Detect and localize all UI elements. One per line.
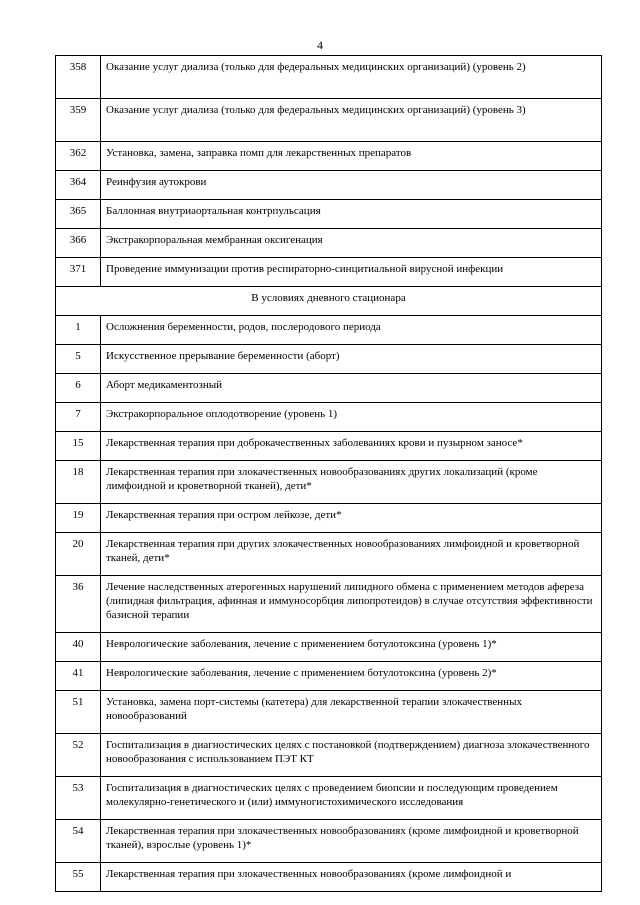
table-row — [56, 171, 602, 200]
row-number: 51 — [56, 691, 101, 734]
row-number: 366 — [56, 229, 101, 258]
row-description: Аборт медикаментозный — [101, 374, 602, 403]
row-description: Госпитализация в диагностических целях с постановкой (подтверждением) диагноза злокачественного новообразования с использованием ПЭТ КТ — [101, 734, 602, 777]
row-description: Осложнения беременности, родов, послеродового периода — [101, 316, 602, 345]
row-description: Реинфузия аутокрови — [101, 171, 602, 200]
row-number: 15 — [56, 432, 101, 461]
table-row — [56, 633, 602, 662]
table-row — [56, 691, 602, 734]
table-row — [56, 576, 602, 633]
row-description: Установка, замена порт-системы (катетера) для лекарственной терапии злокачественных новообразований — [101, 691, 602, 734]
section-heading: В условиях дневного стационара — [56, 287, 602, 316]
section-row — [56, 287, 602, 316]
table-row — [56, 432, 602, 461]
row-number: 371 — [56, 258, 101, 287]
row-description: Баллонная внутриаортальная контрпульсация — [101, 200, 602, 229]
row-number: 18 — [56, 461, 101, 504]
table-row — [56, 56, 602, 99]
row-description: Лекарственная терапия при злокачественных новообразованиях (кроме лимфоидной и — [101, 863, 602, 892]
row-number: 41 — [56, 662, 101, 691]
table-row — [56, 820, 602, 863]
row-number: 358 — [56, 56, 101, 99]
row-number: 6 — [56, 374, 101, 403]
table-row — [56, 734, 602, 777]
row-description: Экстракорпоральная мембранная оксигенация — [101, 229, 602, 258]
row-description: Лечение наследственных атерогенных нарушений липидного обмена с применением методов афереза (липидная фильтрация, афинная и иммуносорбция липопротеидов) в случае отсутствия эффективности базисной терапии — [101, 576, 602, 633]
row-number: 7 — [56, 403, 101, 432]
row-description: Лекарственная терапия при остром лейкозе, дети* — [101, 504, 602, 533]
row-description: Проведение иммунизации против респираторно-синцитиальной вирусной инфекции — [101, 258, 602, 287]
table-row — [56, 258, 602, 287]
table-row — [56, 662, 602, 691]
row-number: 55 — [56, 863, 101, 892]
row-number: 36 — [56, 576, 101, 633]
page-number: 4 — [317, 38, 323, 52]
table-row — [56, 504, 602, 533]
row-description: Лекарственная терапия при других злокачественных новообразованиях лимфоидной и кроветворной тканей, дети* — [101, 533, 602, 576]
row-number: 359 — [56, 99, 101, 142]
table-row — [56, 229, 602, 258]
row-number: 362 — [56, 142, 101, 171]
row-description: Лекарственная терапия при злокачественных новообразованиях других локализаций (кроме лимфоидной и кроветворной тканей), дети* — [101, 461, 602, 504]
table-row — [56, 316, 602, 345]
row-number: 54 — [56, 820, 101, 863]
row-number: 19 — [56, 504, 101, 533]
row-number: 1 — [56, 316, 101, 345]
row-description: Лекарственная терапия при злокачественных новообразованиях (кроме лимфоидной и кроветворной тканей), взрослые (уровень 1)* — [101, 820, 602, 863]
table-row — [56, 99, 602, 142]
table-row — [56, 200, 602, 229]
table-row — [56, 777, 602, 820]
row-description: Неврологические заболевания, лечение с применением ботулотоксина (уровень 1)* — [101, 633, 602, 662]
row-number: 5 — [56, 345, 101, 374]
table-row — [56, 345, 602, 374]
row-description: Оказание услуг диализа (только для федеральных медицинских организаций) (уровень 3) — [101, 99, 602, 142]
row-description: Госпитализация в диагностических целях с проведением биопсии и последующим проведением молекулярно-генетического и (или) иммуногистохимического исследования — [101, 777, 602, 820]
row-description: Искусственное прерывание беременности (аборт) — [101, 345, 602, 374]
table-row — [56, 461, 602, 504]
row-description: Оказание услуг диализа (только для федеральных медицинских организаций) (уровень 2) — [101, 56, 602, 99]
row-description: Неврологические заболевания, лечение с применением ботулотоксина (уровень 2)* — [101, 662, 602, 691]
procedures-table — [55, 55, 602, 892]
row-number: 52 — [56, 734, 101, 777]
row-number: 20 — [56, 533, 101, 576]
row-number: 53 — [56, 777, 101, 820]
row-description: Лекарственная терапия при доброкачественных заболеваниях крови и пузырном заносе* — [101, 432, 602, 461]
row-description: Установка, замена, заправка помп для лекарственных препаратов — [101, 142, 602, 171]
procedures-table-body — [56, 56, 602, 892]
row-number: 364 — [56, 171, 101, 200]
table-row — [56, 863, 602, 892]
row-description: Экстракорпоральное оплодотворение (уровень 1) — [101, 403, 602, 432]
table-row — [56, 142, 602, 171]
row-number: 365 — [56, 200, 101, 229]
table-row — [56, 374, 602, 403]
row-number: 40 — [56, 633, 101, 662]
table-row — [56, 403, 602, 432]
table-row — [56, 533, 602, 576]
